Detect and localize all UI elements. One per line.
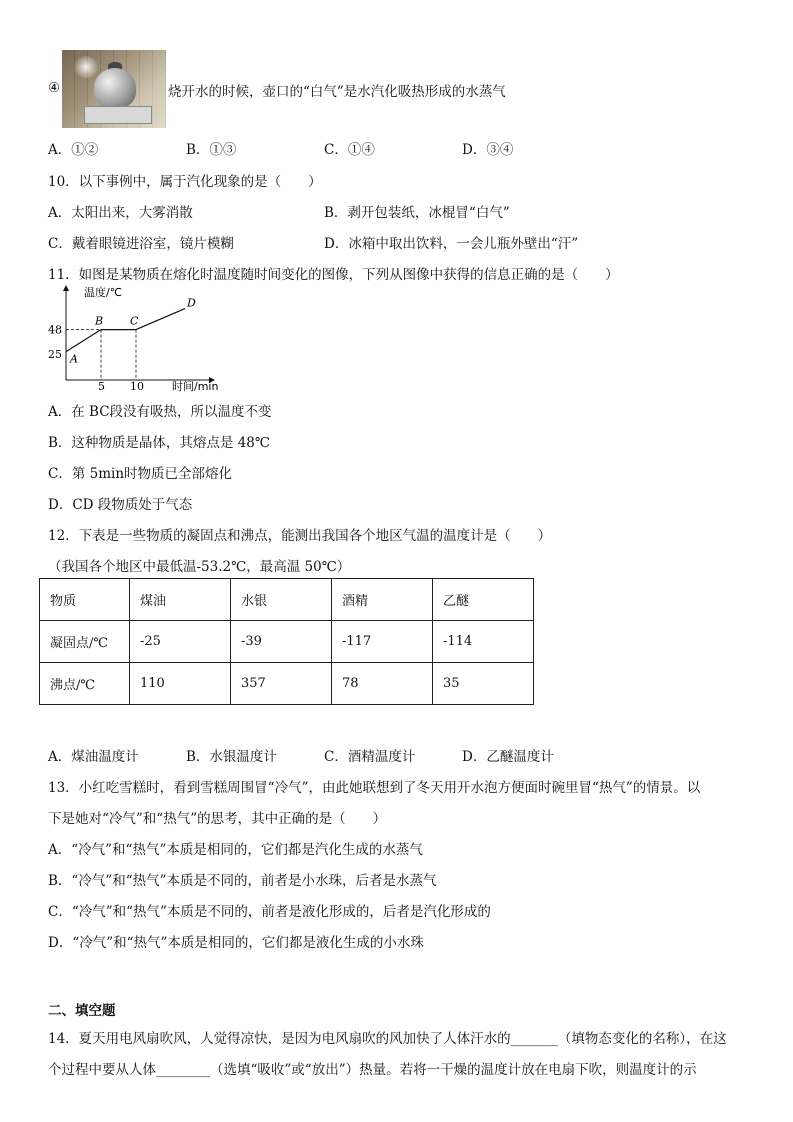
q13-stem-line2: 下是她对“冷气”和“热气”的思考，其中正确的是（ ） xyxy=(48,811,387,827)
q12-option-d: D．乙醚温度计 xyxy=(462,749,554,765)
q13-option-d: D．“冷气”和“热气”本质是相同的，它们都是液化生成的小水珠 xyxy=(48,935,424,951)
table-cell: -25 xyxy=(130,621,231,663)
q14-line2: 个过程中要从人体________（选填“吸收”或“放出”）热量。若将一干燥的温度计放在电扇下吹，则温度计的示 xyxy=(48,1062,697,1078)
table-cell: 酒精 xyxy=(332,579,433,621)
q11-option-b: B．这种物质是晶体，其熔点是 48℃ xyxy=(48,435,270,451)
curve-segment-AB xyxy=(66,330,101,352)
q9-option-a: A．①② xyxy=(48,142,99,158)
table-cell: 35 xyxy=(433,663,534,705)
q9-option-b: B．①③ xyxy=(186,142,237,158)
table-cell: 水银 xyxy=(231,579,332,621)
q12-option-b: B．水银温度计 xyxy=(186,749,277,765)
x-tick-5: 5 xyxy=(98,380,105,393)
q10-option-b: B．剥开包装纸，冰棍冒“白气” xyxy=(324,205,510,221)
q12-note: （我国各个地区中最低温-53.2℃，最高温 50℃） xyxy=(48,559,351,575)
table-cell: -117 xyxy=(332,621,433,663)
q11-stem: 11．如图是某物质在熔化时温度随时间变化的图像，下列从图像中获得的信息正确的是（ ） xyxy=(48,267,619,283)
q12-option-a: A．煤油温度计 xyxy=(48,749,139,765)
table-cell: 357 xyxy=(231,663,332,705)
q10-option-c: C．戴着眼镜进浴室，镜片模糊 xyxy=(48,236,234,252)
y-tick-25: 25 xyxy=(48,347,62,361)
q14-line1: 14．夏天用电风扇吹风，人觉得凉快，是因为电风扇吹的风加快了人体汗水的_______（填物态变化的名称），在这 xyxy=(48,1031,727,1047)
curve-segment-CD xyxy=(136,309,185,330)
q10-stem: 10．以下事例中，属于汽化现象的是（ ） xyxy=(48,174,322,190)
q10-option-a: A．太阳出来，大雾消散 xyxy=(48,205,193,221)
q13-option-a: A．“冷气”和“热气”本质是相同的，它们都是汽化生成的水蒸气 xyxy=(48,842,423,858)
point-label-a: A xyxy=(70,352,78,366)
item4-text: 烧开水的时候，壶口的“白气”是水汽化吸热形成的水蒸气 xyxy=(168,84,506,100)
table-row xyxy=(40,663,534,705)
table-cell: 110 xyxy=(130,663,231,705)
table-cell: 乙醚 xyxy=(433,579,534,621)
item4-marker: ④ xyxy=(48,80,61,96)
q12-stem: 12．下表是一些物质的凝固点和沸点，能测出我国各个地区气温的温度计是（ ） xyxy=(48,528,552,544)
x-axis-label: 时间/min xyxy=(172,380,219,393)
section-title: 二、填空题 xyxy=(48,1003,116,1019)
y-tick-48: 48 xyxy=(48,323,62,337)
table-cell: -114 xyxy=(433,621,534,663)
melting-curve xyxy=(66,309,185,352)
q13-option-b: B．“冷气”和“热气”本质是不同的，前者是小水珠，后者是水蒸气 xyxy=(48,873,437,889)
melting-curve-chart xyxy=(44,284,244,394)
q11-option-d: D．CD 段物质处于气态 xyxy=(48,497,193,513)
point-label-d: D xyxy=(187,296,196,310)
q10-option-d: D．冰箱中取出饮料，一会儿瓶外壁出“汗” xyxy=(324,236,579,252)
table-header-row xyxy=(40,579,534,621)
q9-option-c: C．①④ xyxy=(324,142,375,158)
point-label-c: C xyxy=(130,314,139,328)
q11-option-a: A．在 BC段没有吸热，所以温度不变 xyxy=(48,404,272,420)
table-cell: 煤油 xyxy=(130,579,231,621)
table-cell: 物质 xyxy=(40,579,130,621)
table-cell: 78 xyxy=(332,663,433,705)
table-cell: -39 xyxy=(231,621,332,663)
point-label-b: B xyxy=(95,314,104,328)
y-axis-label: 温度/℃ xyxy=(84,286,123,299)
x-tick-10: 10 xyxy=(130,380,144,393)
q13-option-c: C．“冷气”和“热气”本质是不同的，前者是液化形成的，后者是汽化形成的 xyxy=(48,904,491,920)
table-row xyxy=(40,621,534,663)
table-cell: 沸点/℃ xyxy=(40,663,130,705)
substance-table xyxy=(39,578,534,705)
q13-stem-line1: 13．小红吃雪糕时，看到雪糕周围冒“冷气”，由此她联想到了冬天用开水泡方便面时碗里冒“热气”的情景。以 xyxy=(48,780,701,796)
q9-option-d: D．③④ xyxy=(462,142,514,158)
table-cell: 凝固点/℃ xyxy=(40,621,130,663)
q12-option-c: C．酒精温度计 xyxy=(324,749,416,765)
q11-option-c: C．第 5min时物质已全部熔化 xyxy=(48,466,233,482)
boiling-kettle-photo xyxy=(62,50,166,128)
